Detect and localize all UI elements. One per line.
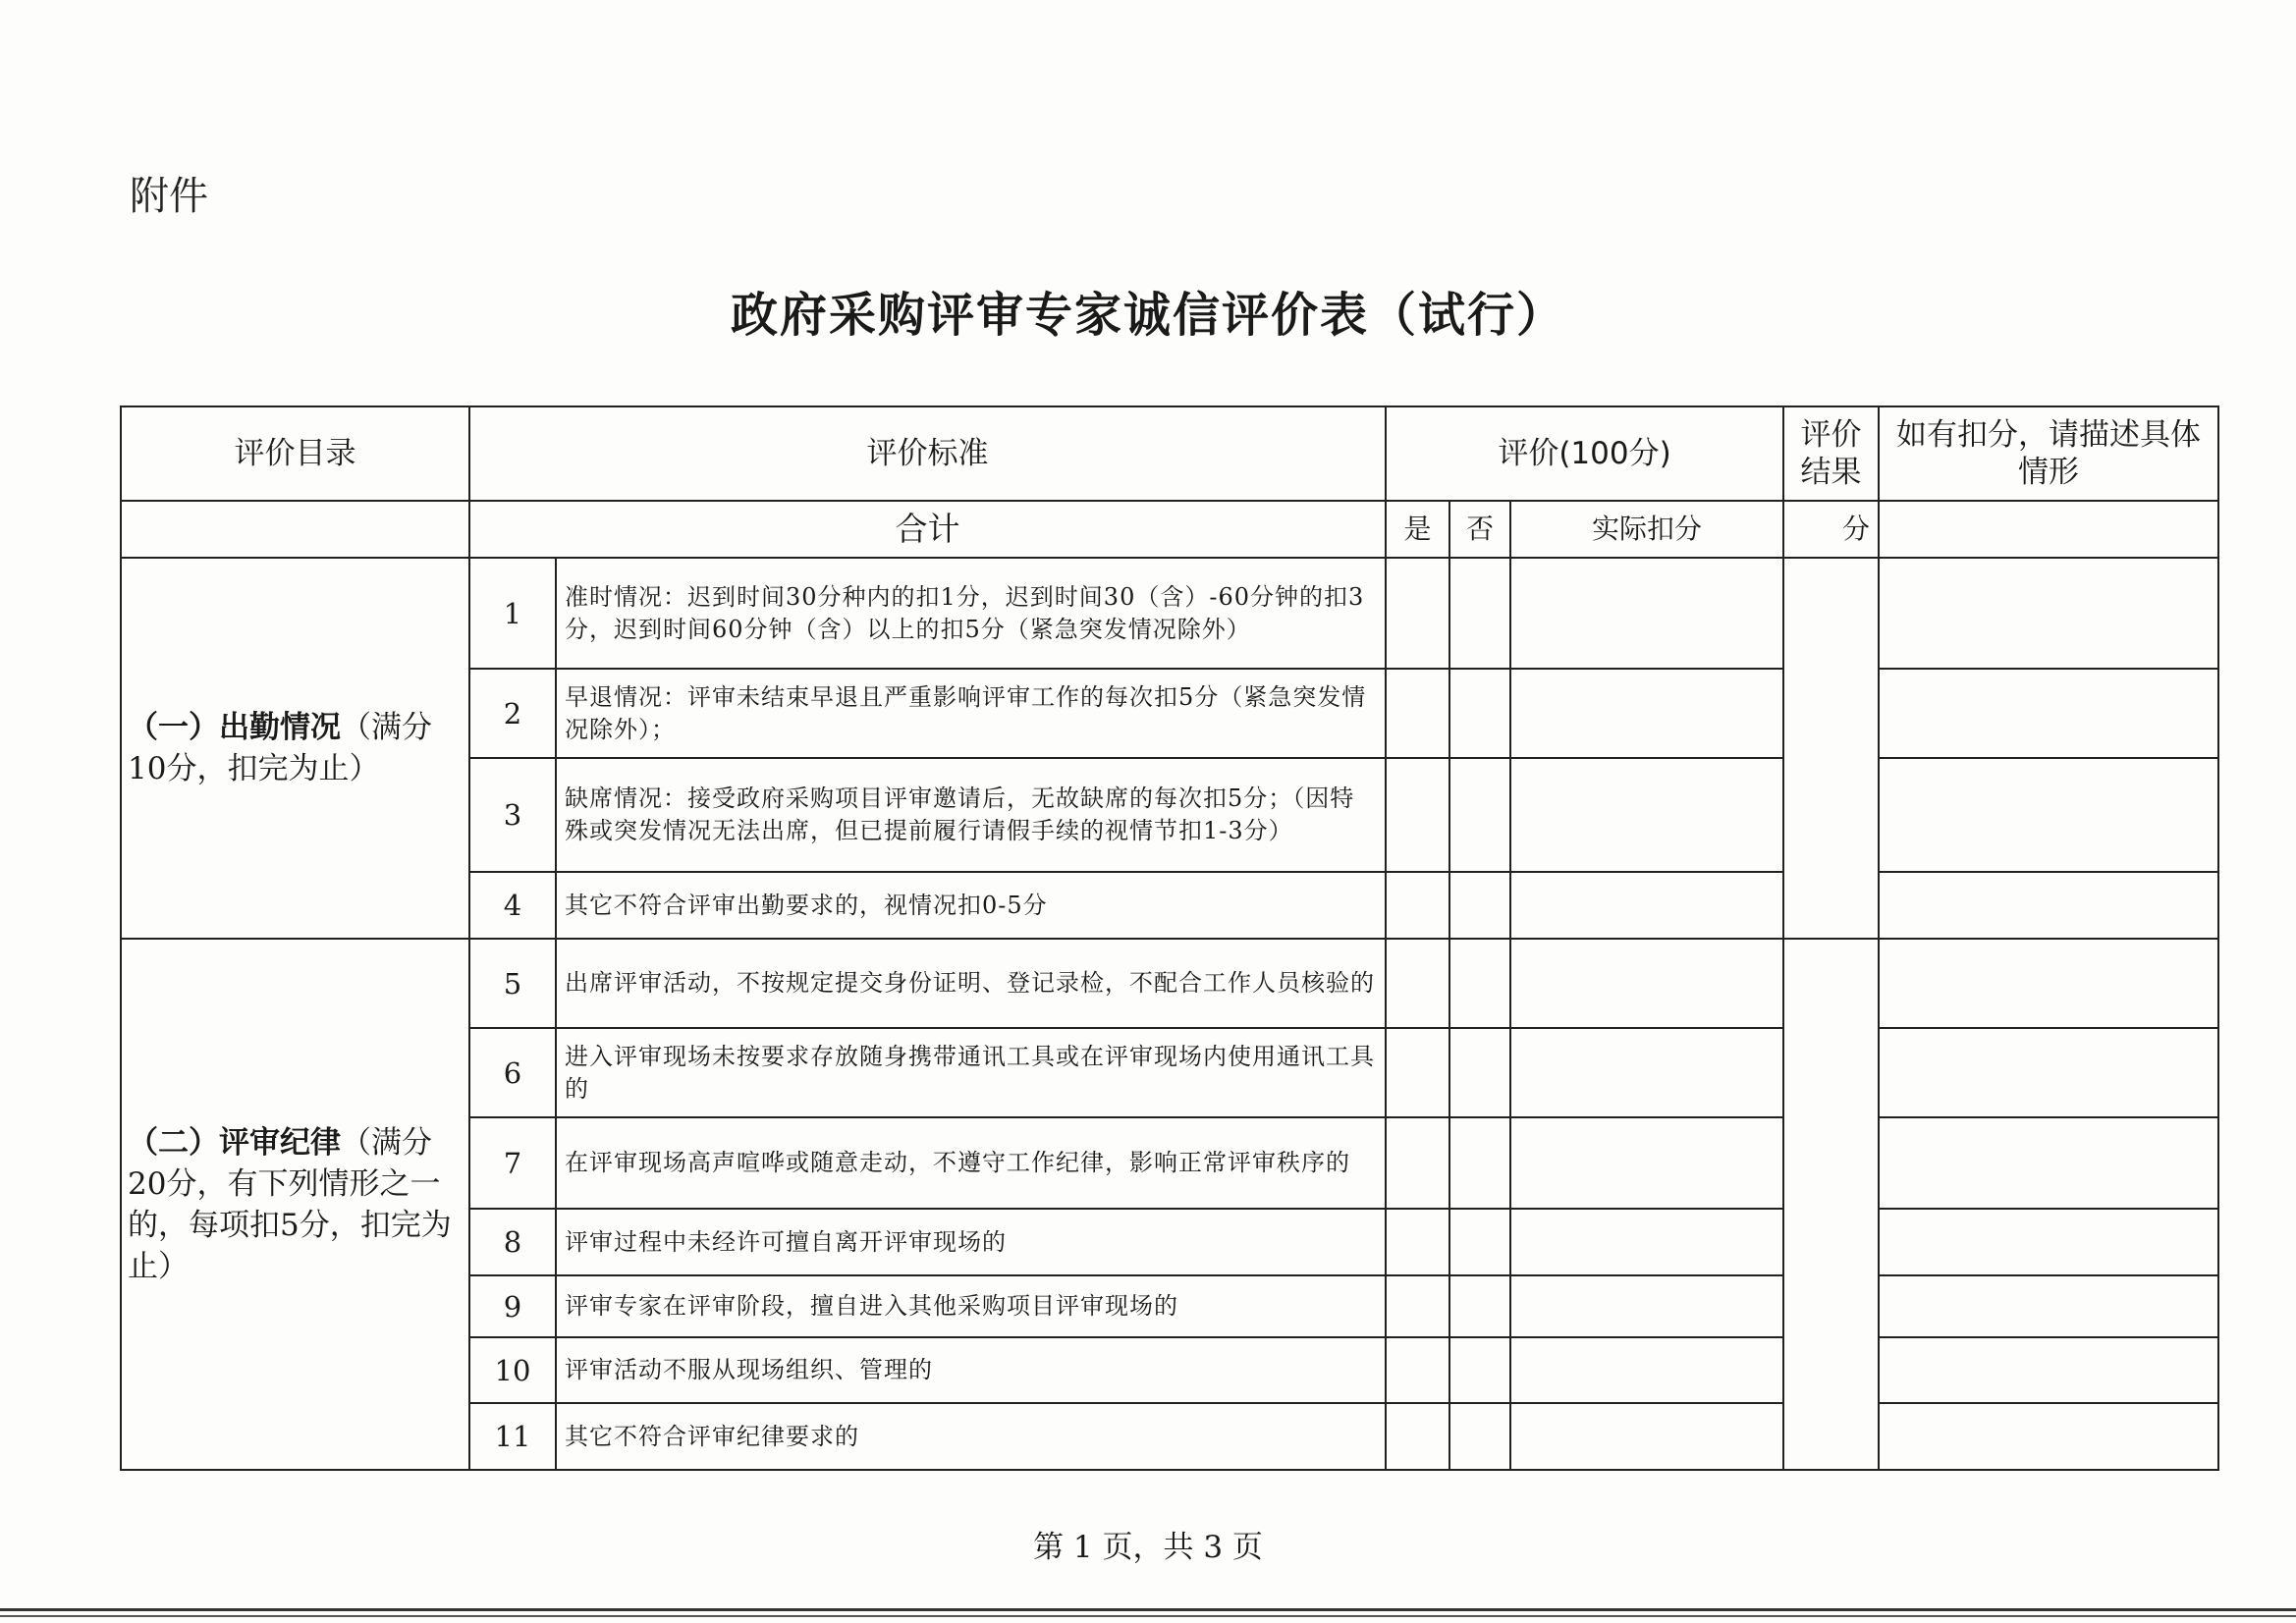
- item-criterion: 评审专家在评审阶段，擅自进入其他采购项目评审现场的: [556, 1275, 1386, 1337]
- subheader-empty: [121, 501, 469, 558]
- yes-cell[interactable]: [1386, 669, 1449, 758]
- item-number: 4: [469, 872, 556, 939]
- item-number: 8: [469, 1209, 556, 1275]
- item-criterion: 准时情况：迟到时间30分种内的扣1分，迟到时间30（含）-60分钟的扣3分，迟到时间60分钟（含）以上的扣5分（紧急突发情况除外）: [556, 558, 1386, 669]
- description-cell[interactable]: [1879, 1403, 2218, 1470]
- subheader-score-unit: 分: [1783, 501, 1879, 558]
- header-standard: 评价标准: [469, 406, 1386, 501]
- no-cell[interactable]: [1449, 1209, 1510, 1275]
- item-criterion: 缺席情况：接受政府采购项目评审邀请后，无故缺席的每次扣5分；（因特殊或突发情况无法出席，但已提前履行请假手续的视情节扣1-3分）: [556, 758, 1386, 872]
- no-cell[interactable]: [1449, 1403, 1510, 1470]
- table-row: [121, 558, 2218, 669]
- yes-cell[interactable]: [1386, 1117, 1449, 1209]
- header-description: 如有扣分，请描述具体情形: [1879, 406, 2218, 501]
- subheader-actual-deduction: 实际扣分: [1510, 501, 1783, 558]
- item-number: 9: [469, 1275, 556, 1337]
- item-criterion: 出席评审活动，不按规定提交身份证明、登记录检，不配合工作人员核验的: [556, 939, 1386, 1028]
- yes-cell[interactable]: [1386, 939, 1449, 1028]
- actual-deduction-cell[interactable]: [1510, 669, 1783, 758]
- item-number: 2: [469, 669, 556, 758]
- no-cell[interactable]: [1449, 1028, 1510, 1117]
- attachment-label: 附件: [130, 174, 208, 219]
- actual-deduction-cell[interactable]: [1510, 1337, 1783, 1403]
- yes-cell[interactable]: [1386, 872, 1449, 939]
- no-cell[interactable]: [1449, 758, 1510, 872]
- section-note: （满分10分，扣完为止）: [128, 710, 432, 786]
- yes-cell[interactable]: [1386, 1028, 1449, 1117]
- result-cell[interactable]: [1783, 558, 1879, 939]
- item-criterion: 评审过程中未经许可擅自离开评审现场的: [556, 1209, 1386, 1275]
- item-number: 11: [469, 1403, 556, 1470]
- description-cell[interactable]: [1879, 1275, 2218, 1337]
- description-cell[interactable]: [1879, 1209, 2218, 1275]
- evaluation-table: [120, 406, 2219, 1471]
- subheader-row: [121, 501, 2218, 558]
- description-cell[interactable]: [1879, 1028, 2218, 1117]
- actual-deduction-cell[interactable]: [1510, 1403, 1783, 1470]
- item-criterion: 其它不符合评审出勤要求的，视情况扣0-5分: [556, 872, 1386, 939]
- description-cell[interactable]: [1879, 1337, 2218, 1403]
- bottom-rule-secondary: [0, 1615, 2296, 1617]
- yes-cell[interactable]: [1386, 758, 1449, 872]
- header-evaluation: 评价(100分): [1386, 406, 1783, 501]
- no-cell[interactable]: [1449, 1337, 1510, 1403]
- description-cell[interactable]: [1879, 669, 2218, 758]
- item-criterion: 早退情况：评审未结束早退且严重影响评审工作的每次扣5分（紧急突发情况除外）；: [556, 669, 1386, 758]
- header-category: 评价目录: [121, 406, 469, 501]
- section-title: （一）出勤情况: [128, 710, 341, 745]
- no-cell[interactable]: [1449, 1275, 1510, 1337]
- subheader-yes: 是: [1386, 501, 1449, 558]
- description-cell[interactable]: [1879, 872, 2218, 939]
- section-note: （满分20分，有下列情形之一的，每项扣5分，扣完为止）: [128, 1124, 452, 1284]
- subheader-description-empty: [1879, 501, 2218, 558]
- yes-cell[interactable]: [1386, 1403, 1449, 1470]
- header-row: [121, 406, 2218, 501]
- subheader-total: 合计: [469, 501, 1386, 558]
- actual-deduction-cell[interactable]: [1510, 758, 1783, 872]
- actual-deduction-cell[interactable]: [1510, 939, 1783, 1028]
- header-result: 评价结果: [1783, 406, 1879, 501]
- actual-deduction-cell[interactable]: [1510, 872, 1783, 939]
- yes-cell[interactable]: [1386, 558, 1449, 669]
- yes-cell[interactable]: [1386, 1337, 1449, 1403]
- item-criterion: 在评审现场高声喧哗或随意走动，不遵守工作纪律，影响正常评审秩序的: [556, 1117, 1386, 1209]
- yes-cell[interactable]: [1386, 1275, 1449, 1337]
- item-criterion: 评审活动不服从现场组织、管理的: [556, 1337, 1386, 1403]
- item-number: 7: [469, 1117, 556, 1209]
- result-cell[interactable]: [1783, 939, 1879, 1470]
- section-cell-attendance: [121, 558, 469, 939]
- actual-deduction-cell[interactable]: [1510, 1028, 1783, 1117]
- no-cell[interactable]: [1449, 558, 1510, 669]
- item-number: 3: [469, 758, 556, 872]
- description-cell[interactable]: [1879, 758, 2218, 872]
- item-number: 6: [469, 1028, 556, 1117]
- page-title: 政府采购评审专家诚信评价表（试行）: [730, 288, 1565, 343]
- description-cell[interactable]: [1879, 939, 2218, 1028]
- no-cell[interactable]: [1449, 669, 1510, 758]
- actual-deduction-cell[interactable]: [1510, 1117, 1783, 1209]
- description-cell[interactable]: [1879, 1117, 2218, 1209]
- actual-deduction-cell[interactable]: [1510, 558, 1783, 669]
- page-footer: 第 1 页，共 3 页: [1033, 1530, 1263, 1565]
- item-number: 10: [469, 1337, 556, 1403]
- table-row: [121, 939, 2218, 1028]
- description-cell[interactable]: [1879, 558, 2218, 669]
- bottom-rule: [0, 1608, 2296, 1611]
- item-number: 5: [469, 939, 556, 1028]
- yes-cell[interactable]: [1386, 1209, 1449, 1275]
- no-cell[interactable]: [1449, 939, 1510, 1028]
- no-cell[interactable]: [1449, 872, 1510, 939]
- subheader-no: 否: [1449, 501, 1510, 558]
- section-cell-discipline: [121, 939, 469, 1470]
- item-criterion: 其它不符合评审纪律要求的: [556, 1403, 1386, 1470]
- actual-deduction-cell[interactable]: [1510, 1209, 1783, 1275]
- no-cell[interactable]: [1449, 1117, 1510, 1209]
- item-number: 1: [469, 558, 556, 669]
- actual-deduction-cell[interactable]: [1510, 1275, 1783, 1337]
- item-criterion: 进入评审现场未按要求存放随身携带通讯工具或在评审现场内使用通讯工具的: [556, 1028, 1386, 1117]
- section-title: （二）评审纪律: [128, 1124, 341, 1161]
